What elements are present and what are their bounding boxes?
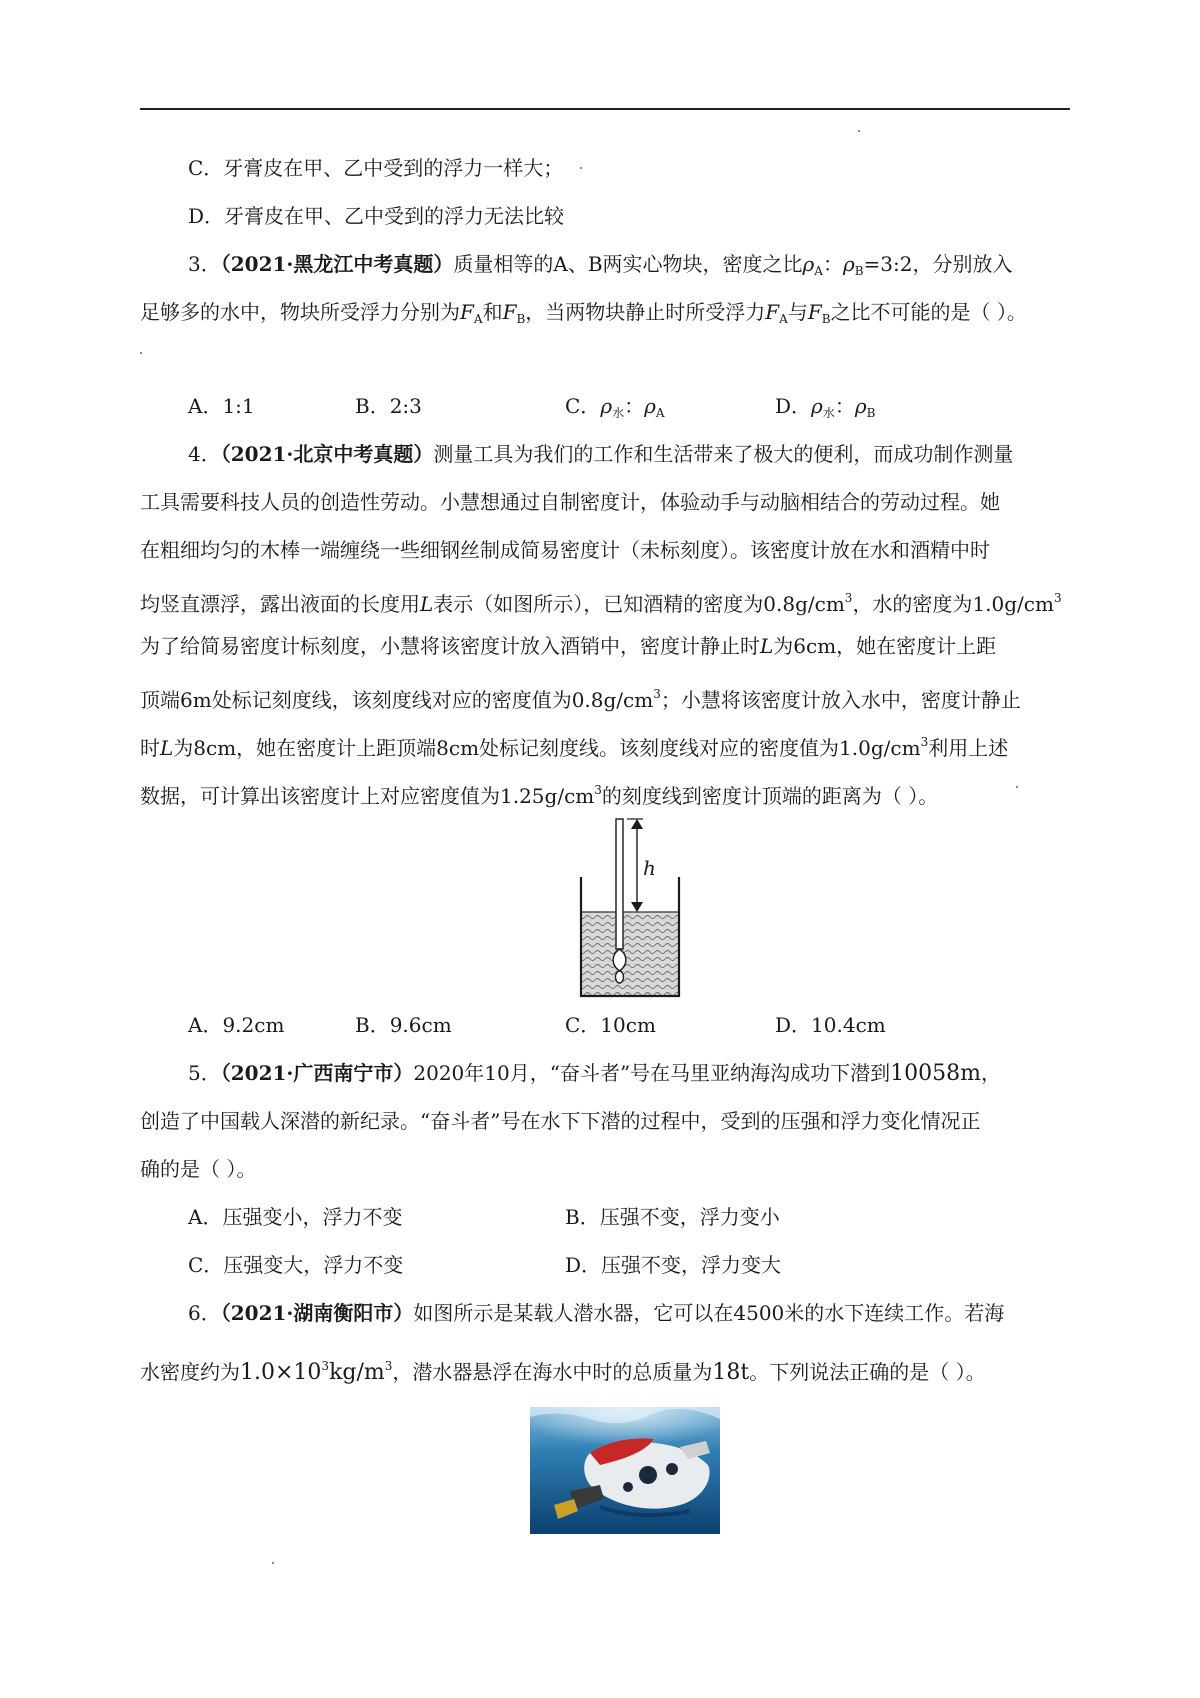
superscript: 3 <box>594 783 602 797</box>
hydrometer-figure <box>575 815 685 1000</box>
subscript: A <box>814 264 823 278</box>
q5-option-a: A．压强变小，浮力不变 <box>188 1205 403 1229</box>
q4-line-4 <box>140 584 1062 618</box>
q4-text: 测量工具为我们的工作和生活带来了极大的便利，而成功制作测量 <box>433 442 1014 466</box>
q5-option-c: C．压强变大，浮力不变 <box>188 1253 404 1277</box>
rho-symbol: ρ <box>600 394 613 418</box>
q4-line-6 <box>140 680 1021 714</box>
q4-option-c: C．10cm <box>565 1013 656 1037</box>
q3-option-b: B．2:3 <box>355 394 422 418</box>
q5-number: 5． <box>188 1061 221 1085</box>
q5-depth: 10058m <box>890 1061 982 1086</box>
q3-line-1 <box>188 250 1013 285</box>
q3-text: 质量相等的A、B两实心物块，密度之比 <box>453 252 803 276</box>
header-rule <box>140 108 1070 110</box>
speck <box>1016 786 1018 788</box>
q6-text: 。下列说法正确的是（ ）。 <box>749 1360 986 1384</box>
weight <box>616 971 624 983</box>
q6-mass: 18t <box>712 1360 750 1385</box>
q5-text: ， <box>981 1061 1002 1085</box>
superscript: 3 <box>844 591 853 605</box>
rho-symbol: ρ <box>854 394 867 418</box>
q3-number: 3． <box>188 252 221 276</box>
q3-text: =3:2，分别放入 <box>863 252 1013 276</box>
q4-source: （2021·北京中考真题） <box>220 442 434 466</box>
option-prefix: C． <box>565 394 601 418</box>
force-symbol: F <box>807 300 822 324</box>
q4-line-2: 工具需要科技人员的创造性劳动。小慧想通过自制密度计，体验动手与动脑相结合的劳动过程。她 <box>140 490 1000 514</box>
submersible-photo <box>530 1407 720 1534</box>
q6-source: （2021·湖南衡阳市） <box>220 1301 414 1325</box>
q6-text: 如图所示是某载人潜水器，它可以在4500米的水下连续工作。若海 <box>413 1301 1005 1325</box>
subscript: B <box>866 406 876 420</box>
q4-text: 利用上述 <box>928 736 1009 760</box>
subscript: A <box>655 406 665 420</box>
q4-option-d: D．10.4cm <box>775 1013 886 1037</box>
q4-text: 表示（如图所示），已知酒精的密度为0.8g/cm <box>433 592 845 616</box>
length-symbol: L <box>760 634 774 658</box>
q4-text: 数据，可计算出该密度计上对应密度值为1.25g/cm <box>140 784 595 808</box>
superscript: 3 <box>321 1359 330 1373</box>
superscript: 3 <box>653 687 661 701</box>
q5-option-b: B．压强不变，浮力变小 <box>565 1205 780 1229</box>
q4-text: 均竖直漂浮，露出液面的长度用 <box>140 592 420 616</box>
liquid-waves <box>581 912 679 996</box>
subscript: A <box>473 312 483 326</box>
q5-option-d: D．压强不变，浮力变大 <box>565 1253 782 1277</box>
q4-text: 顶端6m处标记刻度线，该刻度线对应的密度值为0.8g/cm <box>140 688 654 712</box>
q3-option-d <box>775 392 875 427</box>
q6-unit: kg/m <box>329 1360 385 1385</box>
rho-symbol: ρ <box>802 252 815 276</box>
h-label: h <box>643 856 656 880</box>
q4-text: 的刻度线到密度计顶端的距离为（ ）。 <box>601 784 939 808</box>
viewport <box>639 1466 657 1484</box>
viewport <box>666 1463 678 1475</box>
q6-line-1 <box>188 1299 1004 1327</box>
length-symbol: L <box>420 592 434 616</box>
q4-line-5 <box>140 632 996 660</box>
separator: ： <box>822 252 843 276</box>
q4-text: 为6cm，她在密度计上距 <box>773 634 997 658</box>
separator: ： <box>624 394 645 418</box>
rho-symbol: ρ <box>644 394 656 418</box>
q5-line-2: 创造了中国载人深潜的新纪录。“奋斗者”号在水下下潜的过程中，受到的压强和浮力变化情况正 <box>140 1109 981 1133</box>
force-symbol: F <box>765 300 780 324</box>
superscript: 3 <box>384 1359 393 1373</box>
q4-option-b: B．9.6cm <box>355 1013 452 1037</box>
subscript: B <box>516 312 526 326</box>
q4-text: ，水的密度为1.0g/cm <box>852 592 1054 616</box>
q3-option-c <box>565 392 665 427</box>
subscript: A <box>779 312 788 326</box>
q6-number: 6． <box>188 1301 221 1325</box>
speck <box>580 167 582 169</box>
force-symbol: F <box>460 300 474 324</box>
q4-line-3: 在粗细均匀的木棒一端缠绕一些细钢丝制成简易密度计（未标刻度）。该密度计放在水和酒精中时 <box>140 538 990 562</box>
q3-option-a: A．1:1 <box>188 394 255 418</box>
q3-source: （2021·黑龙江中考真题） <box>220 252 454 276</box>
length-symbol: L <box>160 736 174 760</box>
q4-option-a: A．9.2cm <box>188 1013 285 1037</box>
q5-text: 2020年10月，“奋斗者”号在马里亚纳海沟成功下潜到 <box>413 1061 891 1085</box>
superscript: 3 <box>1053 591 1062 605</box>
q4-line-1 <box>188 440 1013 468</box>
option-prefix: D． <box>775 394 812 418</box>
subscript: B <box>854 264 864 278</box>
q6-line-2 <box>140 1352 986 1387</box>
subscript: B <box>821 312 831 326</box>
viewport <box>623 1482 633 1492</box>
q4-line-7 <box>140 728 1008 762</box>
q3-text: 足够多的水中，物块所受浮力分别为 <box>140 300 460 324</box>
q6-density: 1.0×10 <box>240 1360 322 1385</box>
q4-text: 时 <box>140 736 160 760</box>
stick <box>616 819 623 949</box>
bulb <box>613 949 626 971</box>
q4-text: 为8cm，她在密度计上距顶端8cm处标记刻度线。该刻度线对应的密度值为1.0g/cm <box>173 736 921 760</box>
arrow-up-icon <box>631 819 643 829</box>
force-symbol: F <box>502 300 517 324</box>
q6-text: ，潜水器悬浮在海水中时的总质量为 <box>392 1360 713 1384</box>
speck <box>858 130 860 132</box>
q2-option-c: C．牙膏皮在甲、乙中受到的浮力一样大； <box>188 156 564 180</box>
q4-number: 4． <box>188 442 221 466</box>
separator: ： <box>834 394 855 418</box>
q3-text: 与 <box>787 300 808 324</box>
speck <box>140 352 142 354</box>
q5-source: （2021·广西南宁市） <box>220 1061 414 1085</box>
rho-symbol: ρ <box>811 394 823 418</box>
q3-line-2 <box>140 298 1027 333</box>
q3-text: ，当两物块静止时所受浮力 <box>525 300 766 324</box>
q4-text: 为了给简易密度计标刻度，小慧将该密度计放入酒销中，密度计静止时 <box>140 634 760 658</box>
q6-text: 水密度约为 <box>140 1360 240 1384</box>
q4-text: ；小慧将该密度计放入水中，密度计静止 <box>660 688 1021 712</box>
q3-text: 和 <box>482 300 503 324</box>
arrow-down-icon <box>631 902 643 912</box>
rho-symbol: ρ <box>842 252 855 276</box>
q5-line-1 <box>188 1059 1001 1088</box>
subscript: 水 <box>612 406 625 420</box>
subscript: 水 <box>822 406 835 420</box>
q3-text: 之比不可能的是（ ）。 <box>830 300 1027 324</box>
speck <box>272 1562 274 1564</box>
q2-option-d: D．牙膏皮在甲、乙中受到的浮力无法比较 <box>188 204 565 228</box>
q5-line-3: 确的是（ ）。 <box>140 1157 257 1181</box>
q4-line-8 <box>140 776 938 810</box>
superscript: 3 <box>920 735 929 749</box>
